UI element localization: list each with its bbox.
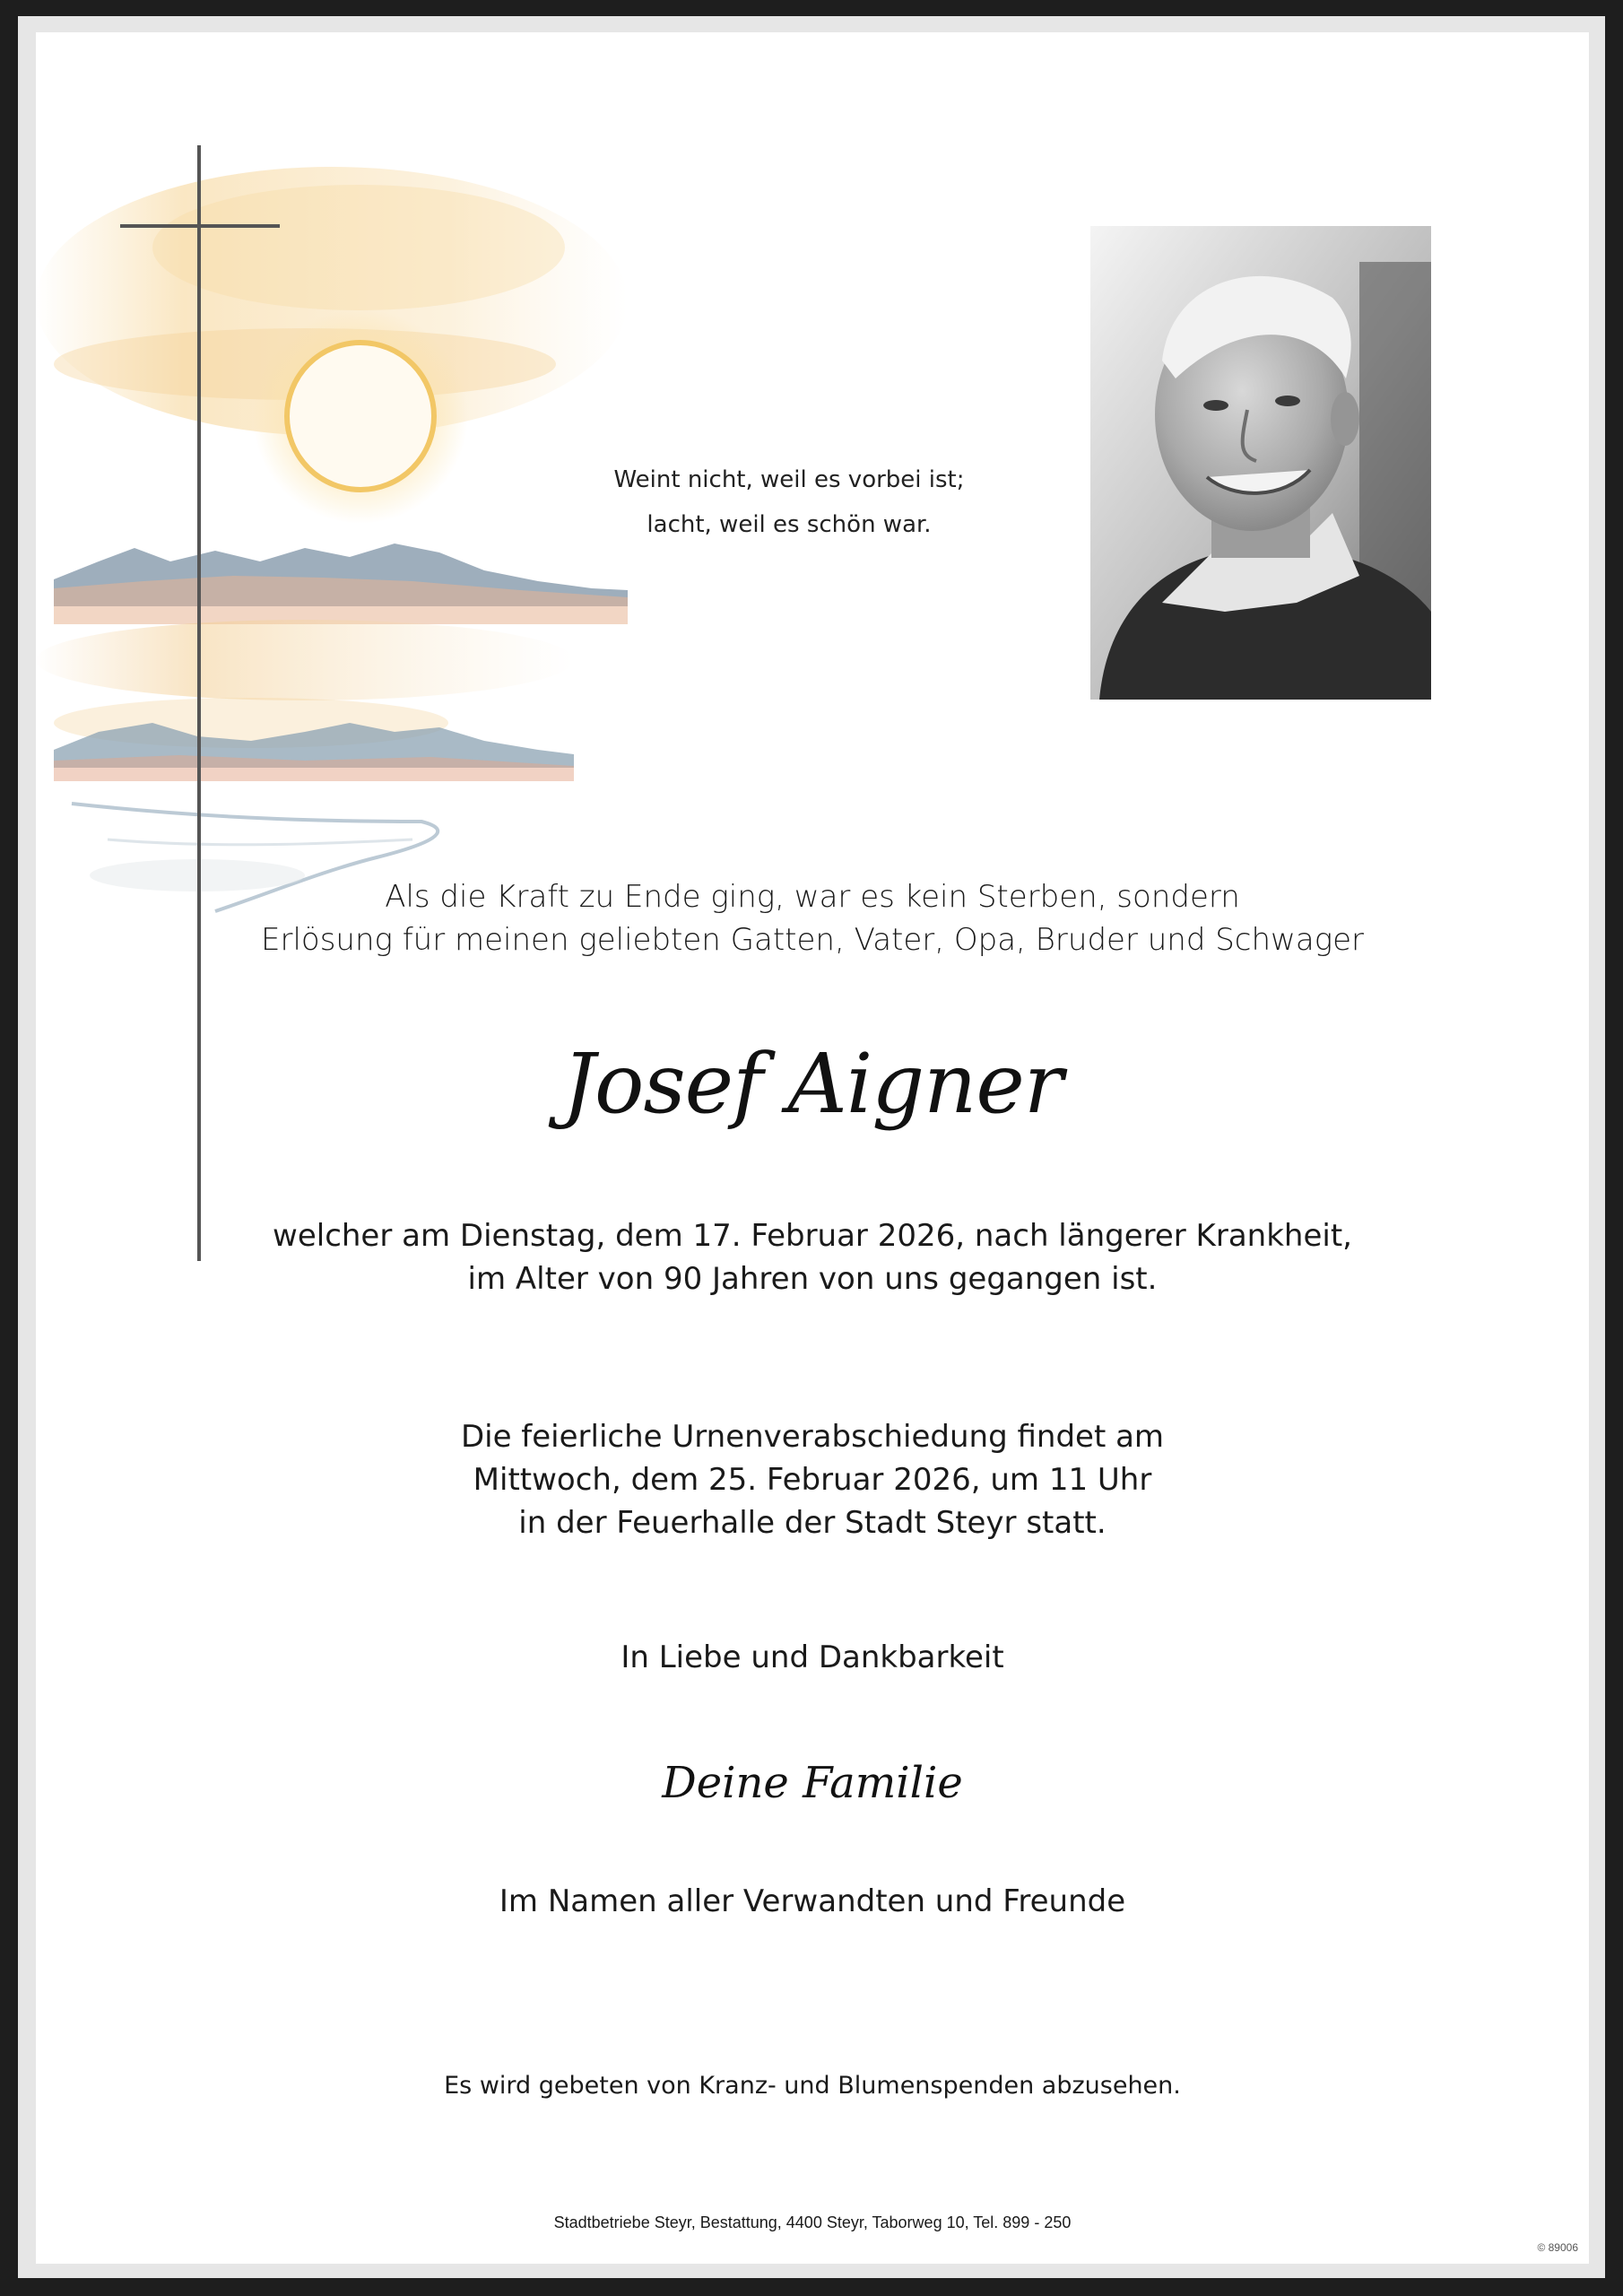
quote-line-1: Weint nicht, weil es vorbei ist; [613,466,965,493]
service-line-3: in der Feuerhalle der Stadt Steyr statt. [518,1505,1107,1541]
portrait-photo [1090,226,1431,700]
thanks-text: In Liebe und Dankbarkeit [621,1639,1004,1675]
funeral-home-footer: Stadtbetriebe Steyr, Bestattung, 4400 Steyr, Taborweg 10, Tel. 899 - 250 [553,2213,1072,2231]
passing-text [36,1214,1589,1300]
intro-line-1: Als die Kraft zu Ende ging, war es kein Sterben, sondern [385,879,1240,915]
family-signature: Deine Familie [662,1758,963,1808]
obituary-card [36,32,1589,2264]
service-line-2: Mittwoch, dem 25. Februar 2026, um 11 Uhr [473,1462,1152,1498]
service-line-1: Die feierliche Urnenverabschiedung findet am [460,1419,1165,1455]
quote-line-2: lacht, weil es schön war. [647,511,932,538]
passing-line-2: im Alter von 90 Jahren von uns gegangen ist. [467,1261,1158,1297]
imprint-code: © 89006 [1537,2241,1578,2254]
deceased-name: Josef Aigner [562,1036,1063,1132]
donation-request: Es wird gebeten von Kranz- und Blumenspenden abzusehen. [444,2072,1181,2100]
intro-text [36,875,1589,961]
intro-line-2: Erlösung für meinen geliebten Gatten, Vater, Opa, Bruder und Schwager [260,922,1364,958]
service-text [36,1415,1589,1544]
passing-line-1: welcher am Dienstag, dem 17. Februar 2026, nach längerer Krankheit, [273,1218,1352,1254]
sun-icon [287,343,434,490]
relatives-text: Im Namen aller Verwandten und Freunde [499,1883,1126,1919]
memorial-quote [538,457,1040,547]
